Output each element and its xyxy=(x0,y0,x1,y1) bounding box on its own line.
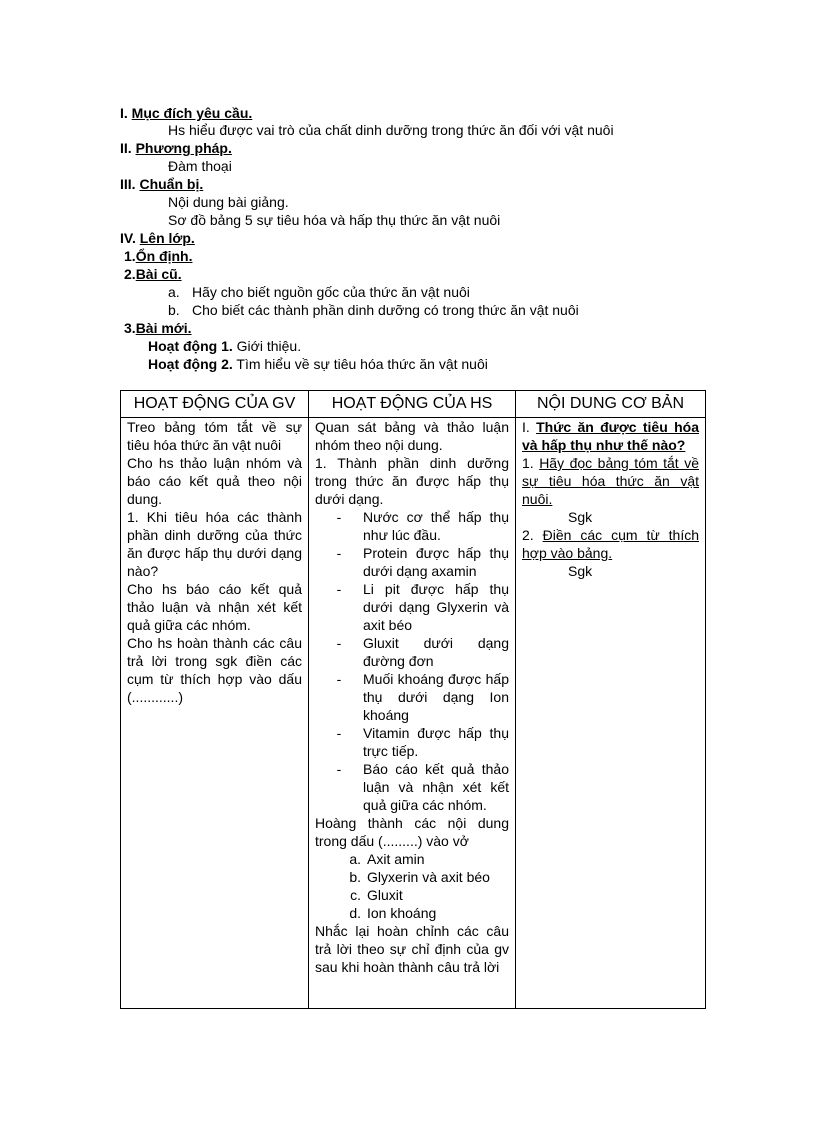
hs-bullet xyxy=(315,670,509,724)
hs-paragraph: Hoàng thành các nội dung trong dấu (.........) vào vở xyxy=(315,815,509,849)
nd-sgk-1: Sgk xyxy=(568,509,593,525)
gv-paragraph: 1. Khi tiêu hóa các thành phần dinh dưỡng của thức ăn được hấp thụ dưới dạng nào? xyxy=(127,509,302,579)
section-4-heading xyxy=(120,229,195,247)
section-3-title: Chuẩn bị. xyxy=(139,176,204,192)
nd-item-1-text: Hãy đọc bảng tóm tắt về sự tiêu hóa thức ăn vật nuôi. xyxy=(522,455,699,507)
bai-cu-heading xyxy=(124,265,182,283)
bai-cu-marker-b: b. xyxy=(168,302,180,318)
hoat-dong-2-label: Hoạt động 2. xyxy=(148,356,233,372)
bullet-dash: - xyxy=(336,635,342,651)
hs-paragraph: Nhắc lại hoàn chỉnh các câu trả lời theo sự chỉ định của gv sau khi hoàn thành câu trả lời xyxy=(315,923,509,975)
hoat-dong-1-text: Giới thiệu. xyxy=(236,338,302,354)
bullet-dash: - xyxy=(336,581,342,597)
table-header-row xyxy=(121,391,706,418)
bullet-text: Gluxit dưới dạng đường đơn xyxy=(363,635,509,669)
section-4-title: Lên lớp. xyxy=(139,230,195,246)
header-hs: HOẠT ĐỘNG CỦA HS xyxy=(309,391,516,418)
nd-item-2-text: Điền các cụm từ thích hợp vào bảng. xyxy=(522,527,699,561)
answer-text: Glyxerin và axit béo xyxy=(367,869,490,885)
nd-cell xyxy=(516,418,706,1009)
hs-cell xyxy=(309,418,516,1009)
hs-bullet xyxy=(315,724,509,760)
activity-table xyxy=(120,390,706,1009)
section-1-title: Mục đích yêu cầu. xyxy=(131,105,253,121)
section-3-number: III. xyxy=(120,176,136,192)
on-dinh-heading xyxy=(124,247,192,265)
gv-cell xyxy=(121,418,309,1009)
section-3-body-1: Nội dung bài giảng. xyxy=(168,194,289,210)
answer-marker: a. xyxy=(349,851,361,867)
on-dinh-number: 1. xyxy=(124,248,136,264)
bai-cu-marker-a: a. xyxy=(168,284,180,300)
section-2-body: Đàm thoại xyxy=(168,158,232,174)
answer-text: Ion khoáng xyxy=(367,905,437,921)
bai-moi-number: 3. xyxy=(124,320,136,336)
answer-item xyxy=(315,868,509,886)
gv-paragraph: Cho hs báo cáo kết quả thảo luận và nhận xét kết quả giữa các nhóm. xyxy=(127,581,302,633)
nd-item-2-number: 2. xyxy=(522,527,534,543)
bullet-dash: - xyxy=(336,509,342,525)
nd-item-1-number: 1. xyxy=(522,455,534,471)
bullet-dash: - xyxy=(336,725,342,741)
section-3-heading xyxy=(120,175,203,193)
gv-paragraph: Treo bảng tóm tắt về sự tiêu hóa thức ăn vật nuôi xyxy=(127,419,302,453)
bullet-text: Báo cáo kết quả thảo luận và nhận xét kết quả giữa các nhóm. xyxy=(363,761,509,813)
header-gv: HOẠT ĐỘNG CỦA GV xyxy=(121,391,309,418)
bullet-text: Protein được hấp thụ dưới dạng axamin xyxy=(363,545,509,579)
bai-moi-heading xyxy=(124,319,192,337)
section-1-heading xyxy=(120,104,252,122)
gv-paragraph: Cho hs thảo luận nhóm và báo cáo kết quả theo nội dung. xyxy=(127,455,302,507)
answer-item xyxy=(315,904,509,922)
hs-bullet xyxy=(315,580,509,634)
section-4-number: IV. xyxy=(120,230,136,246)
bai-cu-question-b xyxy=(168,301,579,319)
hoat-dong-1 xyxy=(148,337,301,355)
section-3-body-2: Sơ đồ bảng 5 sự tiêu hóa và hấp thụ thức ăn vật nuôi xyxy=(168,212,501,228)
bullet-text: Muối khoáng được hấp thụ dưới dạng Ion khoáng xyxy=(363,671,509,723)
hs-bullet xyxy=(315,760,509,814)
bullet-text: Nước cơ thể hấp thụ như lúc đầu. xyxy=(363,509,509,543)
hs-bullet xyxy=(315,508,509,544)
gv-paragraph: Cho hs hoàn thành các câu trả lời trong sgk điền các cụm từ thích hợp vào dấu (............) xyxy=(127,635,302,705)
header-nd: NỘI DUNG CƠ BẢN xyxy=(516,391,706,418)
nd-item-1 xyxy=(522,454,699,508)
answer-marker: b. xyxy=(349,869,361,885)
answer-text: Gluxit xyxy=(367,887,403,903)
hoat-dong-2 xyxy=(148,355,488,373)
table-row xyxy=(121,418,706,1009)
hs-bullet xyxy=(315,544,509,580)
section-1-body: Hs hiểu được vai trò của chất dinh dưỡng trong thức ăn đối với vật nuôi xyxy=(168,122,614,138)
nd-heading-title: Thức ăn được tiêu hóa và hấp thụ như thế nào? xyxy=(522,419,699,453)
bullet-dash: - xyxy=(336,761,342,777)
bullet-dash: - xyxy=(336,545,342,561)
nd-heading xyxy=(522,418,699,454)
bai-moi-title: Bài mới. xyxy=(135,320,192,336)
bullet-dash: - xyxy=(336,671,342,687)
answer-text: Axit amin xyxy=(367,851,425,867)
answer-marker: c. xyxy=(350,887,361,903)
bullet-text: Li pit được hấp thụ dưới dạng Glyxerin và axit béo xyxy=(363,581,509,633)
section-2-number: II. xyxy=(120,140,132,156)
section-2-heading xyxy=(120,139,232,157)
bai-cu-text-b: Cho biết các thành phần dinh dưỡng có trong thức ăn vật nuôi xyxy=(192,302,579,318)
nd-heading-number: I. xyxy=(522,419,530,435)
section-1-number: I. xyxy=(120,105,128,121)
nd-item-2 xyxy=(522,526,699,562)
answer-marker: d. xyxy=(349,905,361,921)
bai-cu-title: Bài cũ. xyxy=(135,266,182,282)
hs-bullet xyxy=(315,634,509,670)
hoat-dong-1-label: Hoạt động 1. xyxy=(148,338,233,354)
hs-paragraph: Quan sát bảng và thảo luận nhóm theo nội dung. xyxy=(315,419,509,453)
on-dinh-title: Ổn định. xyxy=(135,248,193,264)
bai-cu-question-a xyxy=(168,283,470,301)
section-2-title: Phương pháp. xyxy=(135,140,232,156)
hs-paragraph: 1. Thành phần dinh dưỡng trong thức ăn được hấp thụ dưới dạng. xyxy=(315,455,509,507)
bai-cu-number: 2. xyxy=(124,266,136,282)
hoat-dong-2-text: Tìm hiểu về sự tiêu hóa thức ăn vật nuôi xyxy=(236,356,488,372)
answer-item xyxy=(315,886,509,904)
bai-cu-text-a: Hãy cho biết nguồn gốc của thức ăn vật nuôi xyxy=(192,284,470,300)
answer-item xyxy=(315,850,509,868)
nd-sgk-2: Sgk xyxy=(568,563,593,579)
bullet-text: Vitamin được hấp thụ trực tiếp. xyxy=(363,725,509,759)
